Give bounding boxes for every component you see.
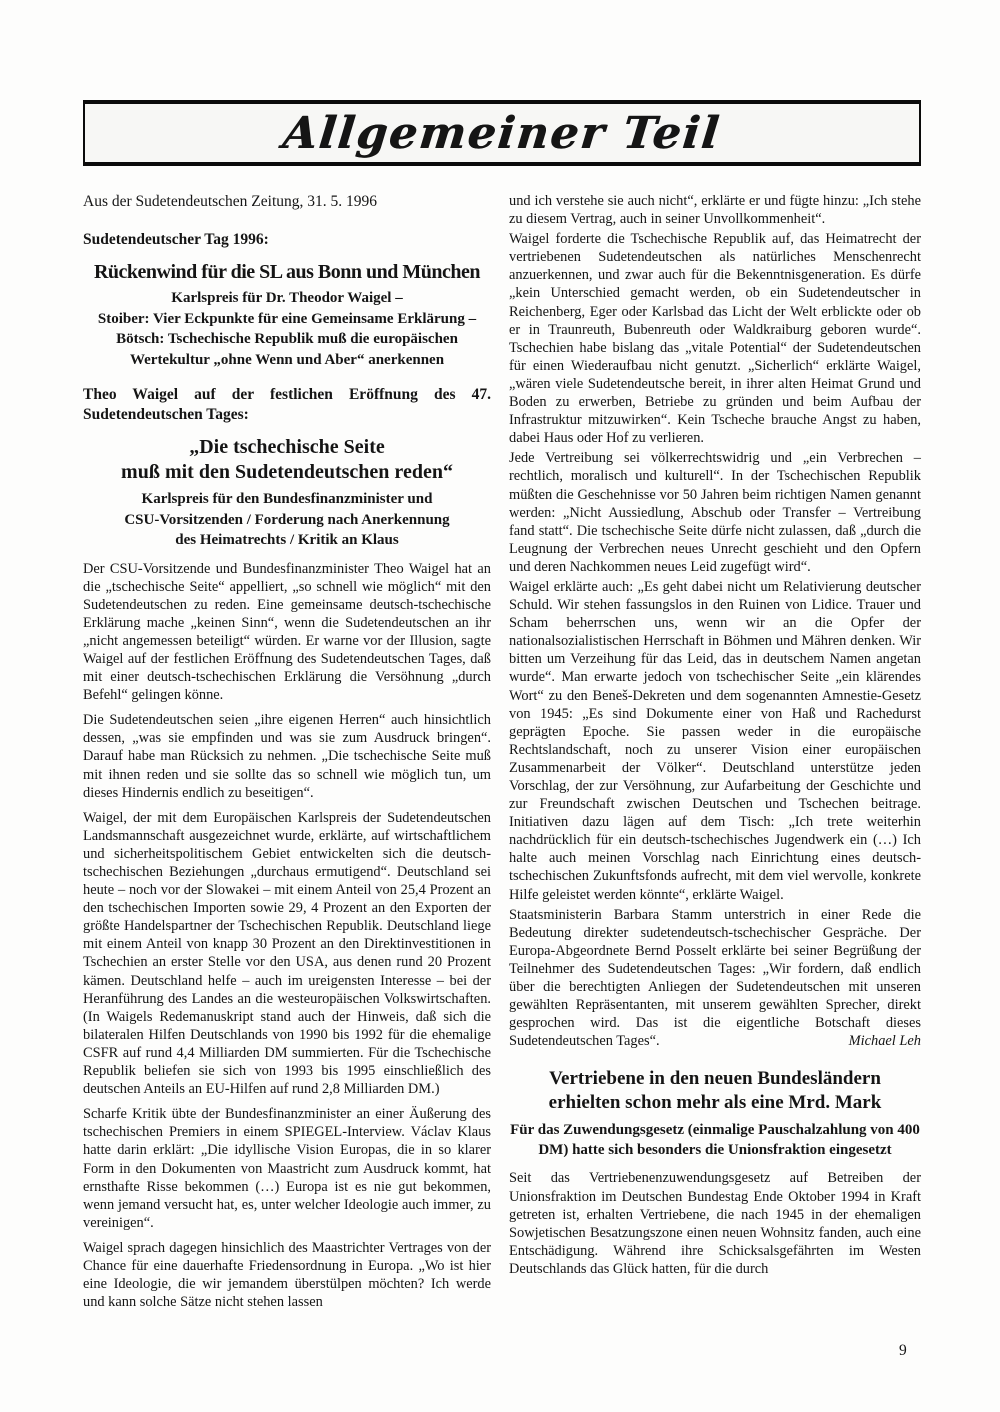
source-line: Aus der Sudetendeutschen Zeitung, 31. 5. 1996 xyxy=(83,193,378,210)
paragraph: Seit das Vertriebenenzuwendungsgesetz auf Betreiben der Unionsfraktion im Deutschen Bundestag Ende Oktober 1994 in Kraft getreten ist, erhalten Vertriebene, die nach 1945 in der ehemaligen Sowjetischen Besatzungszone einen neuen Wohnsitz fanden, auch eine Entschädigung. Während ihre Schicksalsgefährten im Westen Deutschlands das Glück hatten, für die durch xyxy=(509,1170,921,1277)
article1-subhead-line: Karlspreis für Dr. Theodor Waigel – xyxy=(171,290,403,306)
article1-lead-in: Theo Waigel auf der festlichen Eröffnung des 47. Sudetendeutschen Tages: xyxy=(83,386,491,423)
left-column xyxy=(83,192,491,1311)
article1-quote-headline-line: muß mit den Sudetendeutschen reden“ xyxy=(121,460,453,483)
section-banner xyxy=(83,100,921,166)
article1-subhead-line: Bötsch: Tschechische Republik muß die europäischen xyxy=(116,331,458,347)
article2-subhead: Für das Zuwendungsgesetz (einmalige Pauschalzahlung von 400 DM) hatte sich besonders die Unionsfraktion eingesetzt xyxy=(510,1122,920,1159)
right-column xyxy=(509,192,921,1278)
author-signature: Michael Leh xyxy=(848,1033,921,1050)
article1-subhead-line: Stoiber: Vier Eckpunkte für eine Gemeinsame Erklärung – xyxy=(97,310,477,327)
paragraph: Waigel forderte die Tschechische Republik auf, das Heimatrecht der vertriebenen Sudetendeutschen als natürliches Menschenrecht anzuerkennen, und zwar auch für die Bekenntnisgeneration. Es dürfe „kein Unterschied gemacht werden, ob ein Sudetendeutscher in Reichenberg, Eger oder Karlsbad das Licht der Welt erblickte oder ob er in Traunreuth, Bubenreuth oder Waldkraiburg geboren wurde“. Tschechien habe bislang das „vitale Potential“ der Sudetendeutschen für einen Wiederaufbau nicht genutzt. „Sicherlich“ erklärte Waigel, „wären viele Sudetendeutsche bereit, in ihrer alten Heimat Grund und Boden zu erwerben, Betriebe zu gründen und beim Aufbau der Infrastruktur mitzuwirken“. Kein Tscheche brauche Angst zu haben, dabei Haus oder Hof zu verlieren. xyxy=(509,231,921,447)
article1-quote-headline-line: „Die tschechische Seite xyxy=(189,436,385,458)
article2-headline-line: erhielten schon mehr als eine Mrd. Mark xyxy=(548,1091,882,1113)
paragraph: Jede Vertreibung sei völkerrechtswidrig und „ein Verbrechen – rechtlich, moralisch und kulturell“. In der Tschechischen Republik müßten die Geschehnisse vor 50 Jahren beim richtigen Namen genannt werden: „Nicht Aussiedlung, Abschub oder Transfer – Vertreibung fand statt“. Die tschechische Seite dürfe nicht zulassen, daß „durch die Leugnung der Verbrechen neues Unrecht geschieht und den Opfern und deren Nachkommen neues Leid zugefügt wird“. xyxy=(509,450,921,575)
article2-headline-line: Vertriebene in den neuen Bundesländern xyxy=(549,1068,881,1090)
paragraph-text: Staatsministerin Barbara Stamm unterstrich in einer Rede die Bedeutung direkter sudetendeutsch-tschechischer Gespräche. Der Europa-Abgeordnete Bernd Posselt erklärte bei seiner Begrüßung der Teilnehmer des Sudetendeutschen Tages: „Wir fordern, daß endlich über die berechtigten Anliegen der Sudetendeutschen mit unseren gewählten Repräsentanten, mit unserem gewählten Sprecher, direkt gesprochen wird. Das ist die eigentliche Botschaft dieses Sudetendeutschen Tages“. xyxy=(509,906,921,1050)
paragraph: Waigel erklärte auch: „Es geht dabei nicht um Relativierung deutscher Schuld. Wir stehen fassungslos in den Ruinen von Lidice. Trauer und Scham beherrschen uns, wenn wir an die Opfer der nationalsozialistischen Herrschaft in Böhmen und Mähren denken. Wir bitten um Verzeihung für das Leid, das in deutschem Namen angetan wurde“. Man erwarte jedoch von tschechischer Seite „ein klärendes Wort“ zu den Beneš-Dekreten und dem sogenannten Amnestie-Gesetz von 1945: „Es sind Dokumente einer von Haß und Rachedurst geprägten Epoche. Sie passen weder in die europäische Rechtslandschaft, noch zu unserer Vision einer europäischen Zusammenarbeit der Völker“. Deutschland unterstütze jeden Vorschlag, der zur Versöhnung, zur Aufarbeitung der Geschichte und zur Freundschaft zwischen Deutschen und Tschechen beitrage. Initiativen dazu lägen auf dem Tisch: „Ich trete weiterhin nachdrücklich für ein deutsch-tschechisches Jugendwerk ein (…) Ich halte auch meinen Vorschlag nach Einrichtung eines deutsch-tschechischen Zukunftsfonds aufrecht, mit dem viel wervolle, konkrete Hilfe geleistet werden könnte“, erklärte Waigel. xyxy=(509,578,921,903)
article1-headline: Rückenwind für die SL aus Bonn und München xyxy=(93,261,480,283)
paragraph xyxy=(509,906,921,1051)
paragraph: und ich verstehe sie auch nicht“, erklärte er und fügte hinzu: „Ich stehe zu diesem Vertrag, auch in seiner Unvollkommenheit“. xyxy=(509,193,921,228)
paragraph: Waigel, der mit dem Europäischen Karlspreis der Sudetendeutschen Landsmannschaft ausgezeichnet wurde, erklärte, auf wirtschaftlichem und sicherheitspolitischem Gebiet entwickelten sich die deutsch-tschechischen Beziehungen „durchaus ermutigend“. Deutschland sei heute – noch vor der Slowakei – mit einem Anteil von 25,4 Prozent an den tschechischen Importen sowie 29, 4 Prozent an den Exporten der größte Handelspartner der Tschechischen Republik. Deutschland liege mit einem Anteil von knapp 30 Prozent an den Direktinvestitionen in Tschechien an erster Stelle vor den USA, aus denen rund 20 Prozent kämen. Deutschland helfe – auch im ureigensten Interesse – bei der Heranführung des Landes an die westeuropäischen Volkswirtschaften. (In Waigels Redemanuskript stand auch der Hinweis, daß sich die bilateralen Hilfen Deutschlands von 1990 bis 1992 für die ehemalige CSFR auf rund 4,4 Milliarden DM summierten. Für die Tschechische Republik beliefen sie sich von 1993 bis 1995 einschließlich des deutschen Anteils an EU-Hilfen auf rund 2,8 Milliarden DM.) xyxy=(83,809,491,1098)
page-number: 9 xyxy=(899,1342,907,1359)
article1-kicker: Sudetendeutscher Tag 1996: xyxy=(83,231,269,248)
paragraph: Scharfe Kritik übte der Bundesfinanzminister an einer Äußerung des tschechischen Premiers in einem SPIEGEL-Interview. Václav Klaus hatte darin erklärt: „Die idyllische Vision Europas, die in so klarer Form in den Dokumenten von Maastricht zum Ausdruck kommt, hat ernsthafte Risse bekommen (…) Europa ist es nie gut bekommen, wenn jemand versucht hat, es, unter welcher Ideologie auch immer, zu vereinigen“. xyxy=(83,1106,491,1231)
article1-quote-subhead-line: des Heimatrechts / Kritik an Klaus xyxy=(175,532,399,548)
article1-subhead-line: Wertekultur „ohne Wenn und Aber“ anerkennen xyxy=(129,351,445,368)
article1-quote-subhead-line: Karlspreis für den Bundesfinanzminister und xyxy=(141,491,433,507)
paragraph: Der CSU-Vorsitzende und Bundesfinanzminister Theo Waigel hat an die „tschechische Seite“ appelliert, „so schnell wie möglich“ mit den Sudetendeutschen zu reden. Eine gemeinsame deutsch-tschechische Erklärung mache „keinen Sinn“, wenn die Sudetendeutschen an ihr „nicht angemessen beteiligt“ würden. Er warne vor der Illusion, sagte Waigel auf der festlichen Eröffnung des Sudetendeutschen Tages, daß mit einer deutsch-tschechischen Erklärung die Versöhnung „durch Befehl“ gelingen könne. xyxy=(83,560,491,704)
article1-quote-subhead-line: CSU-Vorsitzenden / Forderung nach Anerkennung xyxy=(124,511,450,528)
section-banner-title: Allgemeiner Teil xyxy=(280,107,724,159)
paragraph: Die Sudetendeutschen seien „ihre eigenen Herren“ auch hinsichtlich dessen, „was sie empfinden und was sie zum Ausdruck bringen“. Darauf habe man Rücksich zu nehmen. „Die tschechische Seite muß mit ihnen reden und sie sollte das so schnell wie möglich tun, um dieses Hindernis endlich zu beseitigen“. xyxy=(83,712,491,801)
paragraph: Waigel sprach dagegen hinsichlich des Maastrichter Vertrages von der Chance für eine dauerhafte Friedensordnung in Europa. „Wo ist hier eine Ideologie, die wir jemandem überstülpen möchten? Ich werde und kann solche Sätze nicht stehen lassen xyxy=(83,1239,491,1311)
